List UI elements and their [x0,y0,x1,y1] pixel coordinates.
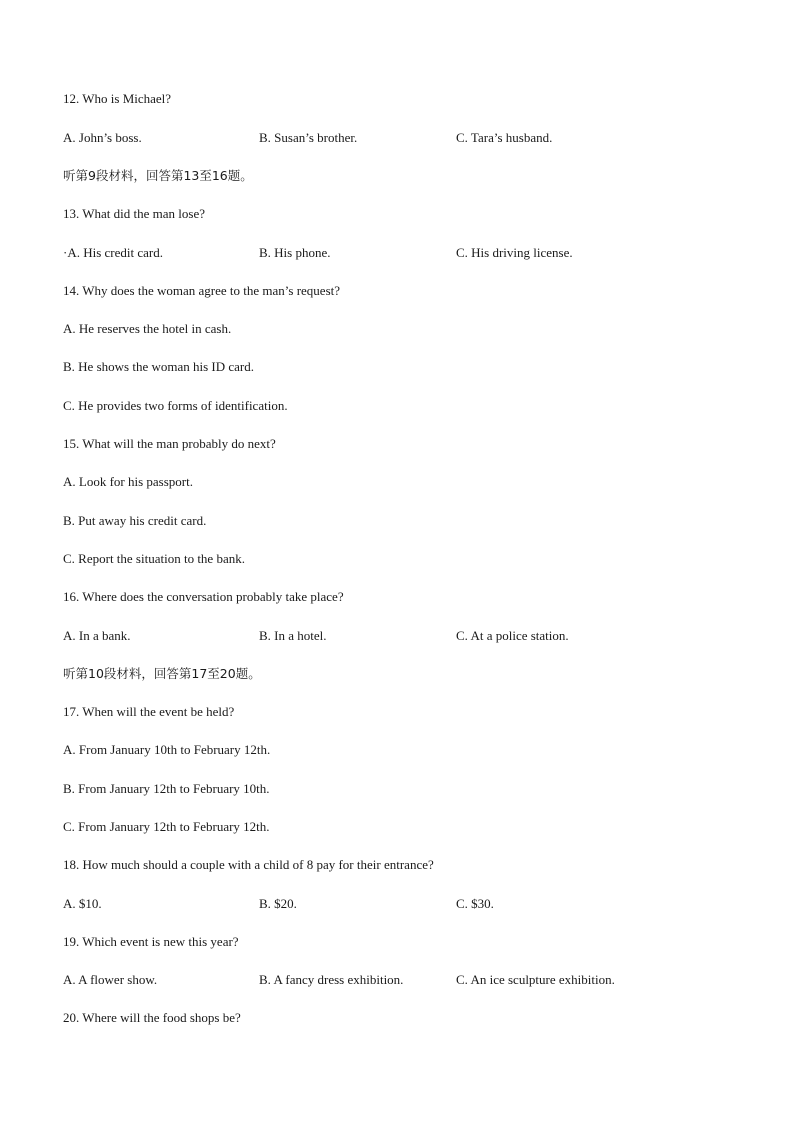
q16-option-b: B. In a hotel. [259,628,327,643]
q12-option-b: B. Susan’s brother. [259,130,358,145]
section-10-instruction: 听第10段材料，回答第17至20题。 [63,666,261,681]
question-16: 16. Where does the conversation probably take place? [63,589,344,604]
q15-option-c: C. Report the situation to the bank. [63,551,245,566]
question-17: 17. When will the event be held? [63,704,235,719]
question-14: 14. Why does the woman agree to the man’s request? [63,283,341,298]
q19-option-b: B. A fancy dress exhibition. [259,972,404,987]
q15-option-b: B. Put away his credit card. [63,513,207,528]
q14-option-a: A. He reserves the hotel in cash. [63,321,232,336]
q18-option-a: A. $10. [63,896,102,911]
question-20: 20. Where will the food shops be? [63,1010,241,1025]
q15-option-a: A. Look for his passport. [63,474,193,489]
question-18: 18. How much should a couple with a child of 8 pay for their entrance? [63,857,434,872]
q18-option-c: C. $30. [456,896,494,911]
exam-page [63,0,743,1123]
q17-option-b: B. From January 12th to February 10th. [63,781,270,796]
question-12: 12. Who is Michael? [63,91,172,106]
q14-option-b: B. He shows the woman his ID card. [63,359,254,374]
q16-option-a: A. In a bank. [63,628,131,643]
question-19: 19. Which event is new this year? [63,934,239,949]
q13-option-a: ·A. His credit card. [63,245,163,260]
q19-option-c: C. An ice sculpture exhibition. [456,972,615,987]
question-15: 15. What will the man probably do next? [63,436,276,451]
question-13: 13. What did the man lose? [63,206,206,221]
q16-option-c: C. At a police station. [456,628,569,643]
q13-option-b: B. His phone. [259,245,331,260]
q13-option-c: C. His driving license. [456,245,573,260]
q12-option-c: C. Tara’s husband. [456,130,553,145]
q19-option-a: A. A flower show. [63,972,158,987]
q12-option-a: A. John’s boss. [63,130,142,145]
q17-option-c: C. From January 12th to February 12th. [63,819,270,834]
q17-option-a: A. From January 10th to February 12th. [63,742,271,757]
q18-option-b: B. $20. [259,896,297,911]
section-9-instruction: 听第9段材料，回答第13至16题。 [63,168,253,183]
q14-option-c: C. He provides two forms of identification. [63,398,288,413]
